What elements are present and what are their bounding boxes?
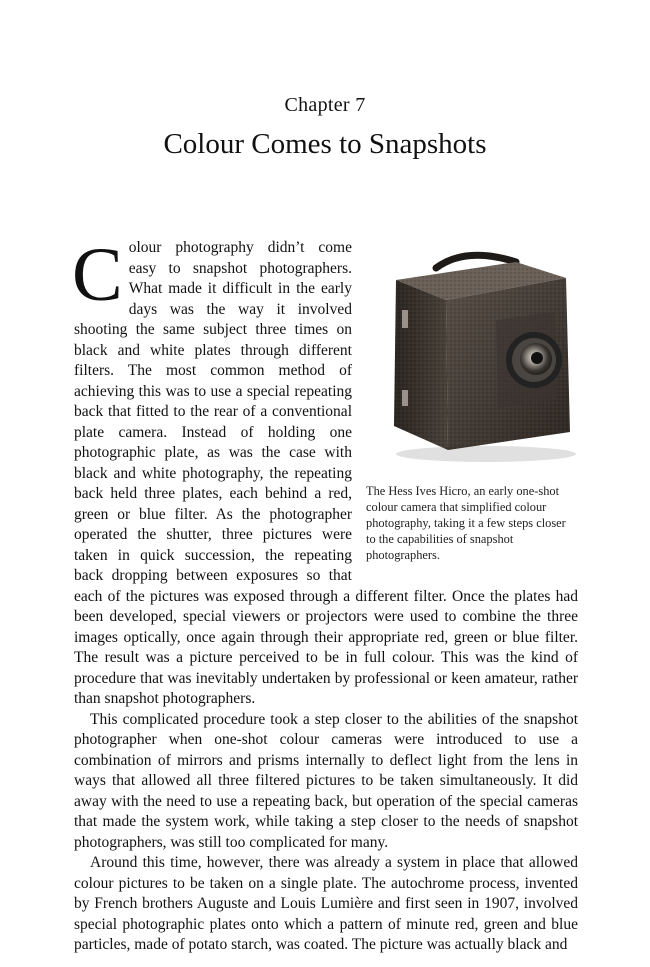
drop-cap: C bbox=[72, 233, 123, 317]
figure bbox=[366, 238, 578, 563]
chapter-label: Chapter 7 bbox=[284, 94, 366, 116]
chapter-title: Colour Comes to Snapshots bbox=[163, 128, 487, 160]
camera-photo bbox=[366, 240, 578, 480]
paragraph-2: This complicated procedure took a step closer to the abilities of the snapshot photographer when one-shot colour cameras were introduced to use a combination of mirrors and prisms internally to deflect light from the lens in ways that allowed all three filtered pictures to be taken simultaneously. It did away with the need to use a repeating back, but operation of the special cameras that made the system work, while taking a step closer to the needs of snapshot photographers, was still too complicated for many. bbox=[74, 710, 578, 851]
figure-caption: The Hess Ives Hicro, an early one-shot colour camera that simplified colour photography, taking it a few steps closer to the capabilities of snapshot photographers. bbox=[366, 484, 566, 562]
paragraph-1-text: olour photography didn’t come easy to snapshot photographers. What made it difficult in the early days was the way it involved shooting the same subject three times on black and white plates through different filters. The most common method of achieving this was to use a special repeating back that fitted to the rear of a conventional plate camera. Instead of holding one photographic plate, as was the case with black and white photography, the repeating back held three plates, each behind a red, green or blue filter. As the photographer operated the shutter, three pictures were taken in quick succession, the repeating back dropping between exposures so that each of the pictures was exposed through a different filter. Once the plates had been developed, special viewers or projectors were used to combine the three images optically, once again through their appropriate red, green or blue filter. The result was a picture perceived to be in full colour. This was the kind of procedure that was inevitably undertaken by professional or keen amateur, rather than snapshot photographers. bbox=[74, 239, 578, 707]
paragraph-3: Around this time, however, there was already a system in place that allowed colour pictures to be taken on a single plate. The autochrome process, invented by French brothers Auguste and Louis Lumière and first seen in 1907, involved special photographic plates onto which a pattern of minute red, green and blue particles, made of potato starch, was coated. The picture was actually black and bbox=[74, 854, 578, 953]
body-text bbox=[72, 233, 578, 956]
